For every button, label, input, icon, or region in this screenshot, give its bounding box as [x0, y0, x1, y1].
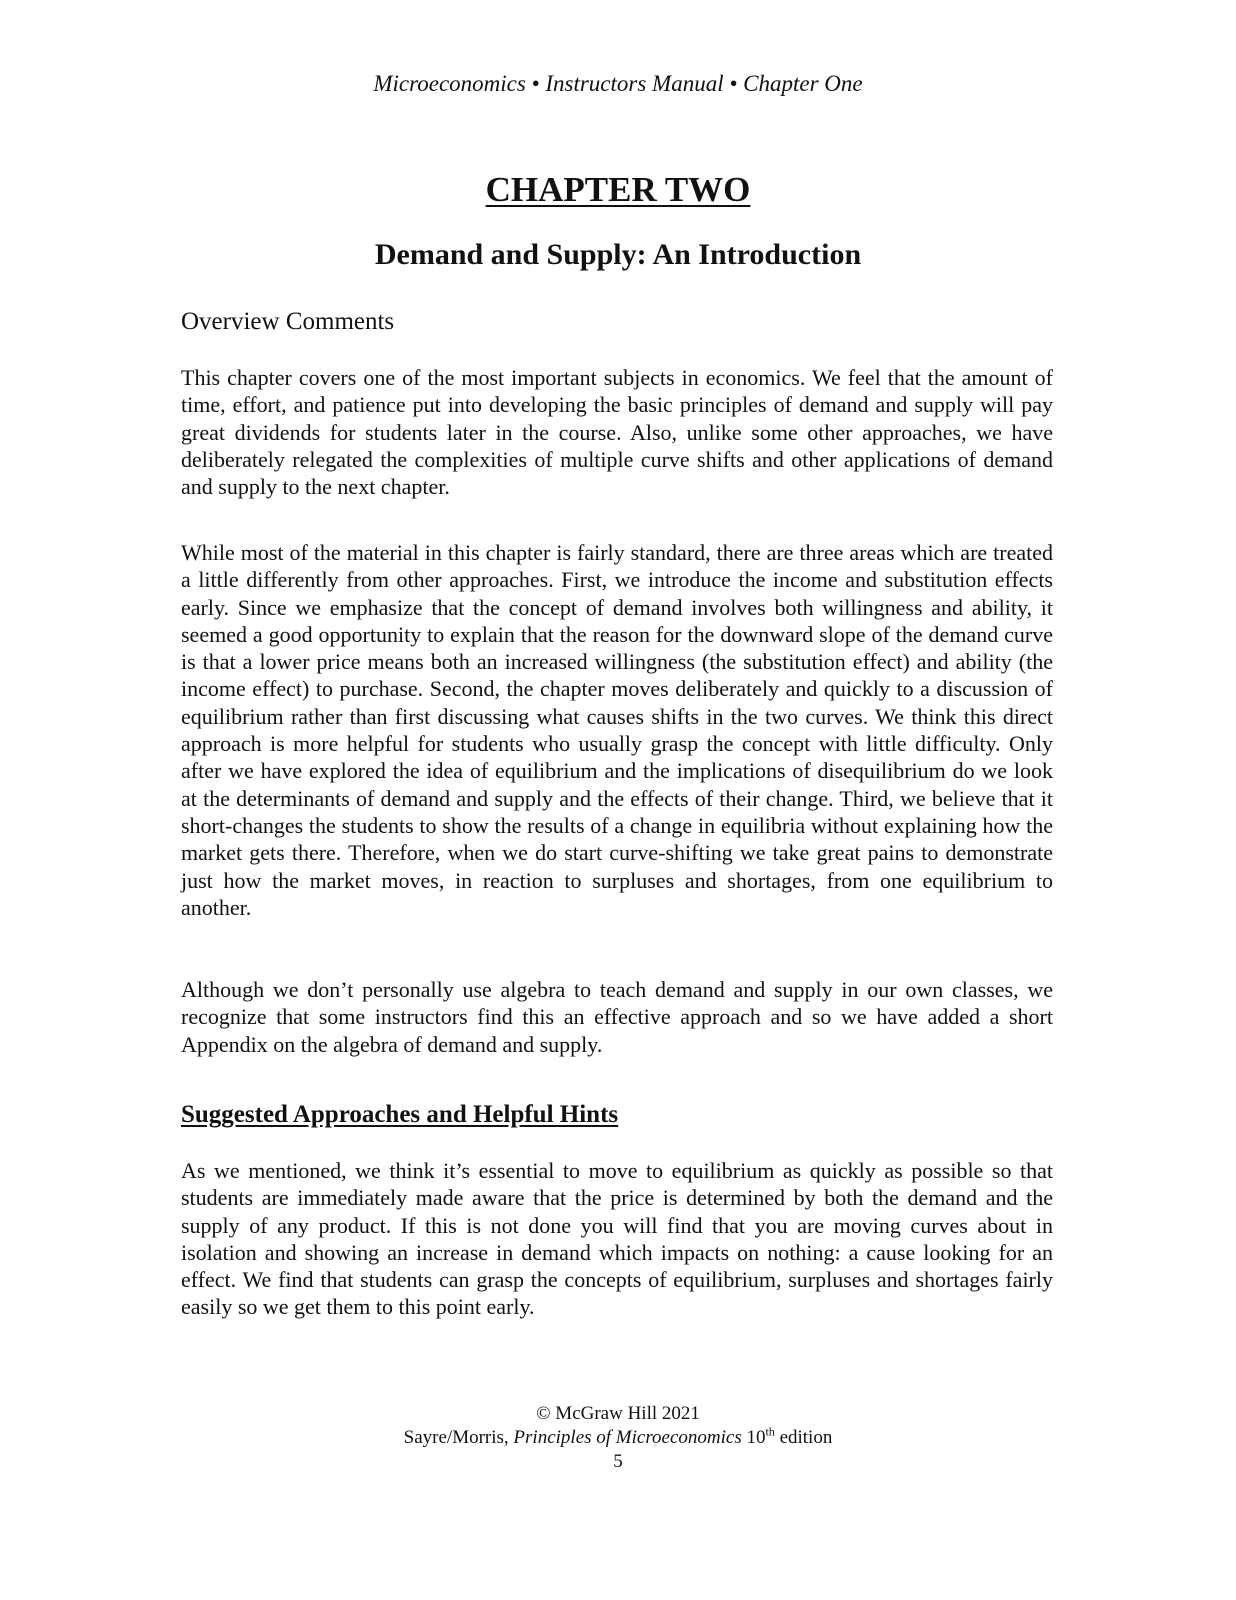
overview-heading: Overview Comments — [181, 308, 395, 335]
chapter-subtitle: Demand and Supply: An Introduction — [374, 238, 862, 271]
footer-edition-suffix: th — [765, 1424, 775, 1439]
footer-copyright: © McGraw Hill 2021 — [536, 1403, 700, 1424]
footer-citation — [0, 1426, 1236, 1450]
chapter-title: CHAPTER TWO — [485, 170, 751, 209]
running-header: Microeconomics • Instructors Manual • Chapter One — [373, 71, 863, 96]
page-number: 5 — [613, 1451, 623, 1472]
overview-paragraph-3: Although we don’t personally use algebra to teach demand and supply in our own classes, we recognize that some instructors find this an effective approach and so we have added a short Appendix on the algebra of demand and supply. — [181, 977, 1053, 1057]
page-footer — [0, 1402, 1236, 1474]
overview-paragraph-1: This chapter covers one of the most important subjects in economics. We feel that the amount of time, effort, and patience put into developing the basic principles of demand and supply will pay great dividends for students later in the course. Also, unlike some other approaches, we have deliberately relegated the complexities of multiple curve shifts and other applications of demand and supply to the next chapter. — [181, 365, 1053, 500]
suggested-approaches-paragraph: As we mentioned, we think it’s essential to move to equilibrium as quickly as possible so that students are immediately made aware that the price is determined by both the demand and the supply of any product. If this is not done you will find that you are moving curves about in isolation and showing an increase in demand which impacts on nothing: a cause looking for an effect. We find that students can grasp the concepts of equilibrium, surpluses and shortages fairly easily so we get them to this point early. — [181, 1158, 1053, 1320]
footer-edition-word: edition — [779, 1427, 833, 1448]
footer-edition-number: 10 — [746, 1427, 766, 1448]
overview-paragraph-2: While most of the material in this chapter is fairly standard, there are three areas which are treated a little differently from other approaches. First, we introduce the income and substitution effects early. Since we emphasize that the concept of demand involves both willingness and ability, it seemed a good opportunity to explain that the reason for the downward slope of the demand curve is that a lower price means both an increased willingness (the substitution effect) and ability (the income effect) to purchase. Second, the chapter moves deliberately and quickly to a discussion of equilibrium rather than first discussing what causes shifts in the two curves. We think this direct approach is more helpful for students who usually grasp the concept with little difficulty. Only after we have explored the idea of equilibrium and the implications of disequilibrium do we look at the determinants of demand and supply and the effects of their change. Third, we believe that it short-changes the students to show the results of a change in equilibria without explaining how the market gets there. Therefore, when we do start curve-shifting we take great pains to demonstrate just how the market moves, in reaction to surpluses and shortages, from one equilibrium to another. — [181, 540, 1053, 920]
footer-authors: Sayre/Morris, — [403, 1427, 509, 1448]
suggested-approaches-heading: Suggested Approaches and Helpful Hints — [181, 1101, 619, 1128]
footer-book-title: Principles of Microeconomics — [513, 1427, 742, 1448]
